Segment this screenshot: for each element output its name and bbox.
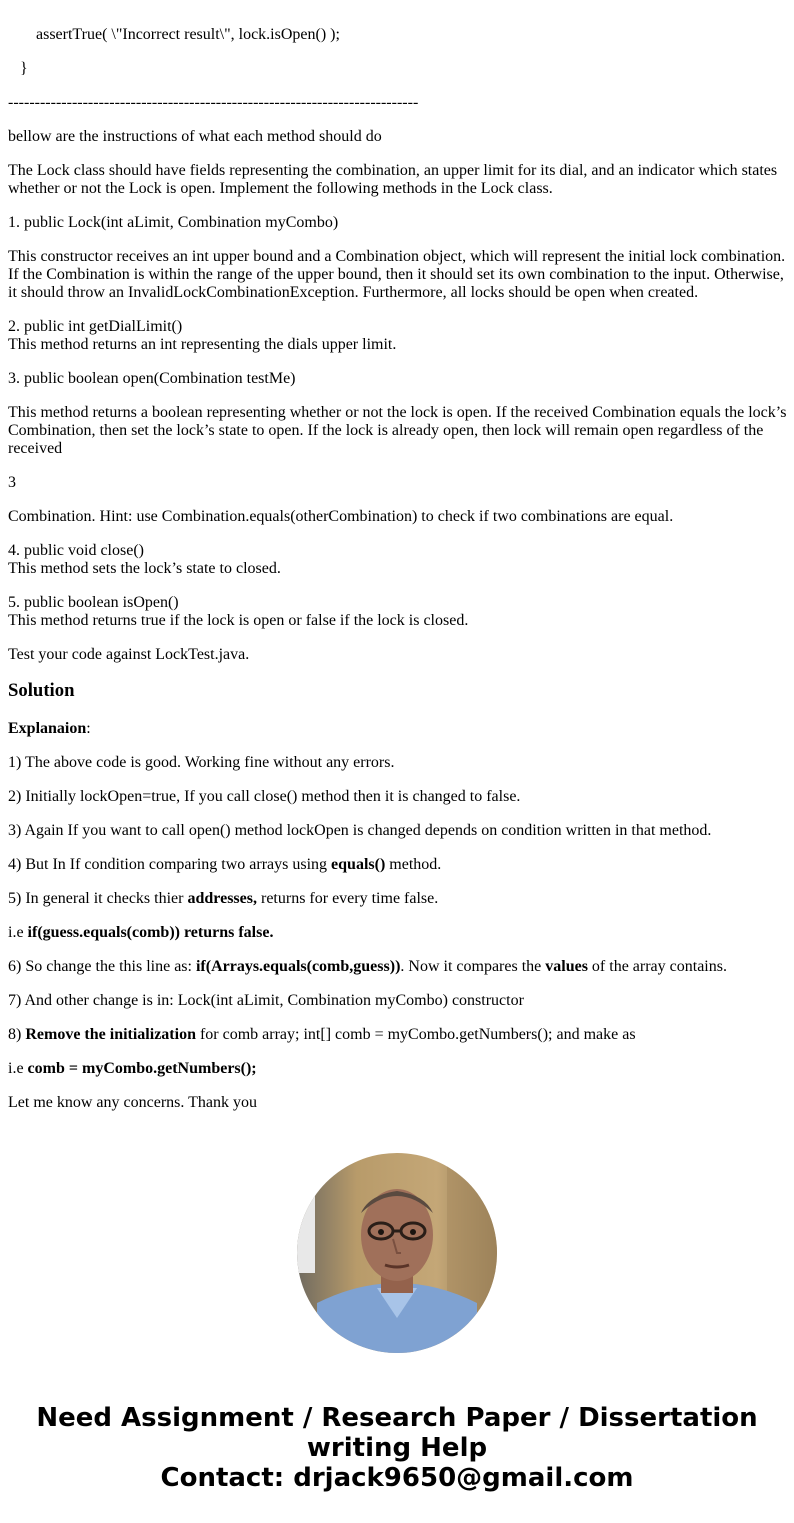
method-1-description: This constructor receives an int upper bound and a Combination object, which will represent the initial lock combination. If the Combination is within the range of the upper bound, then it should set its own combination to the input. Otherwise, it should throw an InvalidLockCombinationException. Furthermore, all locks should be open when created. [8, 248, 786, 301]
explanation-label [8, 720, 788, 738]
footer-line-1: Need Assignment / Research Paper / Dissertation [36, 1403, 758, 1433]
solution-point-2: 2) Initially lockOpen=true, If you call close() method then it is changed to false. [8, 788, 521, 805]
bold-run: values [545, 958, 588, 975]
footer-contact-line: Contact: drjack9650@gmail.com [160, 1463, 634, 1493]
method-4-signature: 4. public void close() [8, 542, 144, 559]
text-run: i.e [8, 924, 28, 941]
method-4-block [8, 542, 788, 578]
solution-point-7: 7) And other change is in: Lock(int aLimit, Combination myCombo) constructor [8, 992, 524, 1009]
code-line-assert: assertTrue( \"Incorrect result\", lock.isOpen() ); [36, 26, 340, 43]
author-avatar [297, 1153, 497, 1353]
text-run: 6) So change the this line as: [8, 958, 196, 975]
solution-point-8 [8, 1026, 788, 1044]
code-line-open-call [8, 0, 788, 10]
bold-run: Remove the initialization [25, 1026, 196, 1043]
solution-point-4 [8, 856, 788, 874]
method-3-signature: 3. public boolean open(Combination testMe) [8, 370, 296, 387]
avatar-photo [297, 1153, 497, 1353]
method-1-signature: 1. public Lock(int aLimit, Combination myCombo) [8, 214, 339, 231]
text-run: of the array contains. [587, 958, 727, 975]
method-2-description: This method returns an int representing the dials upper limit. [8, 336, 397, 353]
footer-line-2: writing Help [306, 1433, 488, 1463]
method-5-signature: 5. public boolean isOpen() [8, 594, 179, 611]
solution-point-8-example [8, 1060, 788, 1078]
solution-point-1: 1) The above code is good. Working fine without any errors. [8, 754, 395, 771]
explanation-colon: : [86, 720, 91, 737]
text-run: method. [385, 856, 442, 873]
text-run: 4) But In If condition comparing two arrays using [8, 856, 332, 873]
solution-heading: Solution [8, 680, 75, 701]
method-4-description: This method sets the lock’s state to closed. [8, 560, 281, 577]
solution-point-5 [8, 890, 788, 908]
solution-point-3: 3) Again If you want to call open() method lockOpen is changed depends on condition written in that method. [8, 822, 712, 839]
separator-line: ----------------------------------------------------------------------------- [8, 94, 419, 111]
text-run: 5) In general it checks thier [8, 890, 188, 907]
instructions-intro: bellow are the instructions of what each method should do [8, 128, 382, 145]
text-run: 8) [8, 1026, 26, 1043]
explanation-label-text: Explanaion [8, 720, 87, 737]
bold-run: comb = myCombo.getNumbers(); [27, 1060, 257, 1077]
test-note: Test your code against LockTest.java. [8, 646, 250, 663]
method-2-signature: 2. public int getDialLimit() [8, 318, 183, 335]
bold-run: if(Arrays.equals(comb,guess)) [195, 958, 401, 975]
contact-footer [0, 1403, 794, 1493]
bold-run: equals() [331, 856, 386, 873]
bold-run: if(guess.equals(comb)) returns false. [27, 924, 274, 941]
code-line-closing-brace: } [20, 60, 28, 77]
method-3-description: This method returns a boolean representing whether or not the lock is open. If the received Combination equals the lock’s Combination, then set the lock’s state to open. If the lock is already open, then lock will remain open regardless of the received [8, 404, 787, 457]
method-5-block [8, 594, 788, 630]
page-number: 3 [8, 474, 16, 491]
bold-run: addresses, [187, 890, 257, 907]
document-body [8, 0, 788, 1128]
method-3-continuation: Combination. Hint: use Combination.equals(otherCombination) to check if two combinations are equal. [8, 508, 674, 525]
text-run: returns for every time false. [256, 890, 439, 907]
method-2-block [8, 318, 788, 354]
text-run: . Now it compares the [400, 958, 546, 975]
method-5-description: This method returns true if the lock is open or false if the lock is closed. [8, 612, 469, 629]
text-run: i.e [8, 1060, 28, 1077]
solution-point-6 [8, 958, 788, 976]
text-run: for comb array; int[] comb = myCombo.getNumbers(); and make as [195, 1026, 636, 1043]
closing-note: Let me know any concerns. Thank you [8, 1094, 257, 1111]
class-description: The Lock class should have fields representing the combination, an upper limit for its dial, and an indicator which states whether or not the Lock is open. Implement the following methods in the Lock class. [8, 162, 778, 197]
solution-point-5-example [8, 924, 788, 942]
